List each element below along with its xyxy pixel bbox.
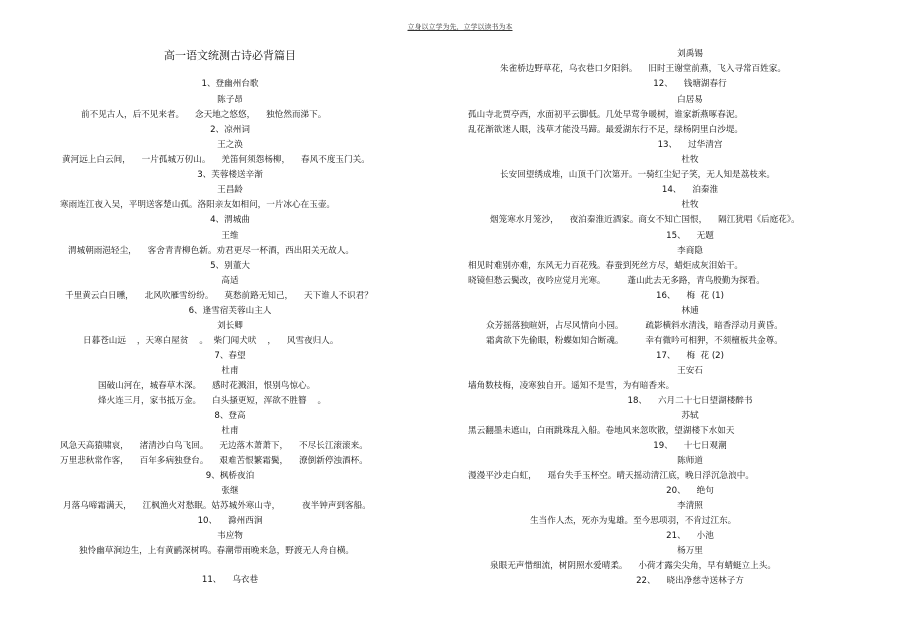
poem-heading: 4、渭城曲 (210, 215, 250, 225)
poem-heading: 陈子昂 (217, 95, 243, 105)
poem-heading: 17、 梅 花 (2) (655, 351, 724, 361)
poem-line: 孤山寺北贾亭西，水面初平云脚低。几处早莺争暖树，谁家新燕啄春泥。 (468, 110, 744, 120)
poem-heading: 白居易 (677, 95, 703, 105)
poem-heading: 18、 六月二十七日望湖楼醉书 (627, 396, 753, 406)
poem-line: 霜禽欲下先偷眼，粉蝶如知合断魂。 幸有微吟可相狎，不须檀板共金尊。 (486, 336, 783, 346)
poem-line: 生当作人杰，死亦为鬼雄。至今思项羽，不肯过江东。 (530, 516, 737, 526)
poem-line: 晓镜但愁云鬓改，夜吟应觉月光寒。 蓬山此去无多路，青鸟殷勤为探看。 (468, 276, 765, 286)
poem-heading: 13、 过华清宫 (657, 140, 723, 150)
poem-heading: 王维 (221, 231, 239, 241)
poem-line: 泉眼无声惜细流，树阴照水爱晴柔。 小荷才露尖尖角，早有蜻蜓立上头。 (490, 561, 776, 571)
poem-line: 日暮苍山远 ，天寒白屋贫 。 柴门闻犬吠 ， 风雪夜归人。 (83, 336, 339, 346)
poem-heading: 李清照 (677, 501, 703, 511)
poem-heading: 5、别董大 (210, 261, 250, 271)
poem-line: 漫漫平沙走白虹， 瑶台失手玉杯空。晴天摇动清江底，晚日浮沉急浪中。 (468, 471, 754, 481)
poem-line: 独怜幽草涧边生，上有黄鹂深树鸣。春潮带雨晚来急，野渡无人舟自横。 (79, 546, 355, 556)
poem-heading: 14、 泊秦淮 (661, 185, 719, 195)
poem-line: 国破山河在，城春草木深。 感时花溅泪，恨别鸟惊心。 (98, 381, 316, 391)
poem-line: 渭城朝雨浥轻尘， 客舍青青柳色新。劝君更尽一杯酒，西出阳关无故人。 (68, 246, 354, 256)
poem-heading: 9、枫桥夜泊 (205, 471, 255, 481)
poem-heading: 2、凉州词 (210, 125, 250, 135)
poem-heading: 19、 十七日观潮 (653, 441, 727, 451)
poem-heading: 7、春望 (214, 351, 246, 361)
poem-heading: 刘长卿 (217, 321, 243, 331)
poem-heading: 21、 小池 (666, 531, 714, 541)
poem-heading: 张继 (221, 486, 239, 496)
poem-line: 风急天高猿啸哀， 渚清沙白鸟飞回。 无边落木萧萧下， 不尽长江滚滚来。 (60, 441, 368, 451)
poem-heading: 杜牧 (681, 155, 699, 165)
poem-line: 烟笼寒水月笼沙， 夜泊秦淮近酒家。商女不知亡国恨， 隔江犹唱《后庭花》。 (490, 215, 800, 225)
poem-line: 黑云翻墨未遮山，白雨跳珠乱入船。卷地风来忽吹散，望湖楼下水如天 (468, 426, 735, 436)
poem-heading: 韦应物 (217, 531, 243, 541)
poem-heading: 20、 绝句 (666, 486, 714, 496)
poem-heading: 15、 无题 (666, 231, 714, 241)
poem-heading: 22、 晓出净慈寺送林子方 (636, 576, 744, 586)
poem-line: 黄河远上白云间， 一片孤城万仞山。 羌笛何须怨杨柳， 春风不度玉门关。 (62, 155, 370, 165)
poem-heading: 刘禹锡 (677, 49, 703, 59)
poem-line: 万里悲秋常作客， 百年多病独登台。 艰难苦恨繁霜鬓， 潦倒新停浊酒杯。 (60, 456, 368, 466)
poem-heading: 8、登高 (214, 411, 246, 421)
poem-heading: 王之涣 (217, 140, 243, 150)
poem-heading: 6、逢雪宿芙蓉山主人 (188, 306, 272, 316)
poem-heading: 李商隐 (677, 246, 703, 256)
poem-heading: 杜甫 (221, 426, 239, 436)
poem-line: 众芳摇落独暄妍，占尽风情向小园。 疏影横斜水清浅，暗香浮动月黄昏。 (486, 321, 783, 331)
poem-heading: 1、登幽州台歌 (201, 79, 259, 89)
poem-line: 月落乌啼霜满天， 江枫渔火对愁眠。姑苏城外寒山寺， 夜半钟声到客船。 (63, 501, 371, 511)
poem-line: 千里黄云白日曛， 北风吹雁雪纷纷。 莫愁前路无知己， 天下谁人不识君？ (65, 291, 373, 301)
poem-heading: 11、 乌衣巷 (201, 575, 259, 585)
document-title: 高一语文统测古诗必背篇目 (164, 49, 296, 62)
poem-line: 相见时难别亦难，东风无力百花残。春蚕到死丝方尽，蜡炬成灰泪始干。 (468, 261, 744, 271)
poem-line: 长安回望绣成堆，山顶千门次第开。一骑红尘妃子笑，无人知是荔枝来。 (500, 170, 776, 180)
header-text: 立身以立学为先，立学以读书为本 (407, 23, 513, 31)
poem-heading: 王昌龄 (217, 185, 243, 195)
poem-heading: 林逋 (681, 306, 699, 316)
poem-heading: 陈师道 (677, 456, 703, 466)
poem-line: 朱雀桥边野草花，乌衣巷口夕阳斜。 旧时王谢堂前燕，飞入寻常百姓家。 (500, 64, 786, 74)
poem-heading: 杜甫 (221, 366, 239, 376)
poem-heading: 12、 钱塘湖春行 (653, 79, 727, 89)
poem-line: 墙角数枝梅，凌寒独自开。遥知不是雪，为有暗香来。 (468, 381, 675, 391)
poem-heading: 10、 滁州西涧 (197, 516, 263, 526)
poem-heading: 3、芙蓉楼送辛渐 (197, 170, 263, 180)
poem-heading: 杜牧 (681, 200, 699, 210)
poem-heading: 高适 (221, 276, 239, 286)
poem-heading: 王安石 (677, 366, 703, 376)
poem-heading: 杨万里 (677, 546, 703, 556)
poem-line: 乱花渐欲迷人眼，浅草才能没马蹄。最爱湖东行不足，绿杨阴里白沙堤。 (468, 125, 744, 135)
poem-line: 前不见古人，后不见来者。 念天地之悠悠， 独怆然而涕下。 (81, 110, 327, 120)
poem-heading: 16、 梅 花 (1) (655, 291, 724, 301)
poem-heading: 苏轼 (681, 411, 699, 421)
page-header (0, 22, 920, 32)
poem-line: 烽火连三月，家书抵万金。 白头搔更短，浑欲不胜簪 。 (98, 396, 327, 406)
poem-line: 寒雨连江夜入吴，平明送客楚山孤。洛阳亲友如相问，一片冰心在玉壶。 (60, 200, 336, 210)
